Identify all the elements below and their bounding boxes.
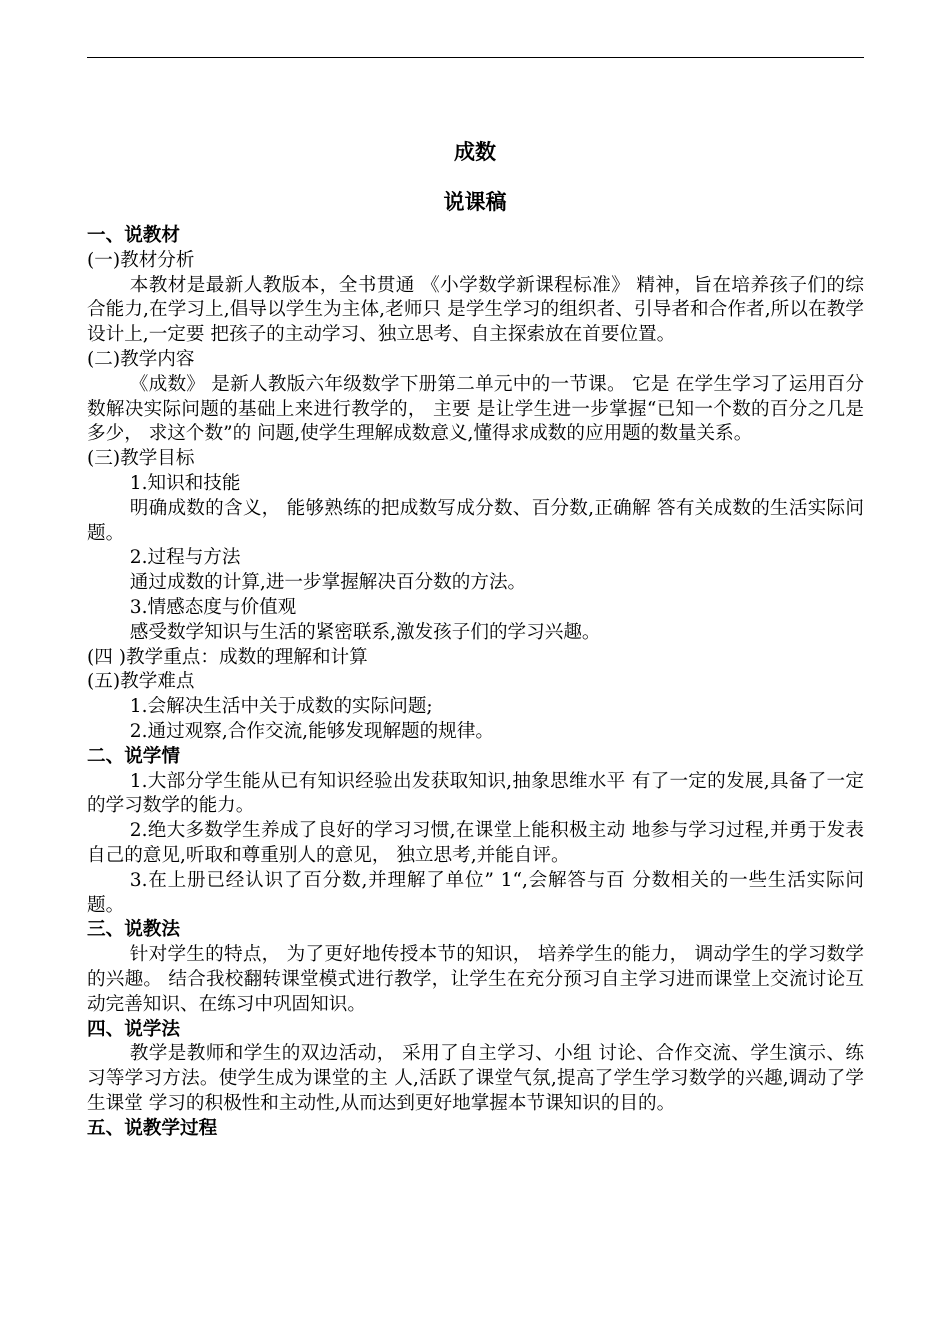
document-title: 成数 [454, 140, 496, 164]
item-heading: 1.知识和技能 [129, 472, 241, 494]
paragraph: 本教材是最新人教版本，全书贯通 《小学数学新课程标准》 精神，旨在培养孩子们的综合能力,在学习上,倡导以学生为主体,老师只 是学生学习的组织者、引导者和合作者,所以在教学设计上,一定要 把孩子的主动学习、独立思考、自主探索放在首要位置。 [87, 274, 864, 346]
section-heading: 五、说教学过程 [87, 1117, 218, 1139]
paragraph: 感受数学知识与生活的紧密联系,激发孩子们的学习兴趣。 [129, 621, 601, 643]
paragraph: 明确成数的含义， 能够熟练的把成数写成分数、百分数,正确解 答有关成数的生活实际问题。 [87, 497, 864, 544]
document-body [87, 224, 864, 1141]
paragraph: 2.绝大多数学生养成了良好的学习习惯,在课堂上能积极主动 地参与学习过程,并勇于发表自己的意见,听取和尊重别人的意见， 独立思考,并能自评。 [87, 820, 864, 866]
paragraph: 针对学生的特点， 为了更好地传授本节的知识， 培养学生的能力， 调动学生的学习数学的兴趣。 结合我校翻转课堂模式进行教学，让学生在充分预习自主学习进而课堂上交流讨论互动完善知识、在练习中巩固知识。 [87, 944, 864, 1015]
section-heading: 四、说学法 [87, 1018, 180, 1040]
item-heading: 2.过程与方法 [129, 547, 241, 569]
subsection-heading: (五)教学难点 [87, 671, 195, 693]
paragraph: 1.大部分学生能从已有知识经验出发获取知识,抽象思维水平 有了一定的发展,具备了一定的学习数学的能力。 [87, 770, 864, 817]
document-subtitle: 说课稿 [443, 190, 507, 214]
section-heading: 三、说教法 [87, 919, 180, 941]
paragraph: 《成数》 是新人教版六年级数学下册第二单元中的一节课。 它是 在学生学习了运用百分数解决实际问题的基础上来进行教学的， 主要 是让学生进一步掌握“已知一个数的百分之几是多少， 求这个数”的 问题,使学生理解成数意义,懂得求成数的应用题的数量关系。 [87, 373, 864, 445]
section-heading: 一、说教材 [87, 225, 180, 246]
paragraph: 通过成数的计算,进一步掌握解决百分数的方法。 [129, 572, 527, 594]
list-item: 1.会解决生活中关于成数的实际问题; [129, 696, 433, 718]
subsection-heading: (三)教学目标 [87, 448, 195, 470]
header-rule [87, 57, 864, 58]
subsection-heading: (四 )教学重点：成数的理解和计算 [87, 646, 368, 668]
paragraph: 3.在上册已经认识了百分数,并理解了单位” 1“,会解答与百 分数相关的一些生活实际问题。 [87, 869, 864, 916]
item-heading: 3.情感态度与价值观 [129, 596, 297, 618]
section-heading: 二、说学情 [87, 745, 180, 767]
paragraph: 教学是教师和学生的双边活动， 采用了自主学习、小组 讨论、合作交流、学生演示、练习等学习方法。使学生成为课堂的主 人,活跃了课堂气氛,提高了学生学习数学的兴趣,调动了学生课堂 学习的积极性和主动性,从而达到更好地掌握本节课知识的目的。 [87, 1043, 864, 1114]
list-item: 2.通过观察,合作交流,能够发现解题的规律。 [129, 720, 495, 742]
subsection-heading: (二)教学内容 [87, 348, 195, 370]
subsection-heading: (一)教材分析 [87, 249, 195, 271]
